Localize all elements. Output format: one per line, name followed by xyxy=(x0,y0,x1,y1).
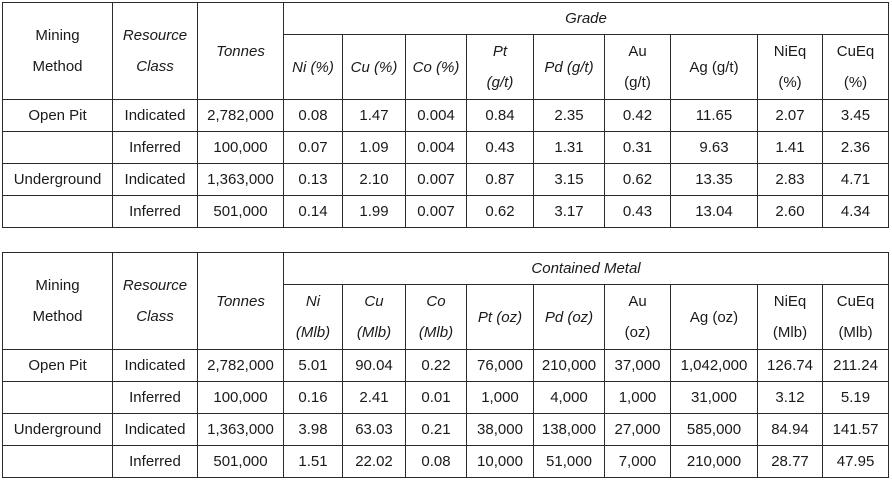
header-tonnes: Tonnes xyxy=(198,3,284,100)
cell-au: 1,000 xyxy=(605,382,671,414)
cell-pd: 1.31 xyxy=(534,132,605,164)
table-row xyxy=(3,196,889,228)
table-row xyxy=(3,100,889,132)
cell-au: 0.62 xyxy=(605,164,671,196)
cell-method xyxy=(3,382,113,414)
cell-tonnes: 1,363,000 xyxy=(198,414,284,446)
header-nieq: NiEq (%) xyxy=(758,35,823,100)
cell-co: 0.08 xyxy=(406,446,467,478)
header-cueq: CuEq (Mlb) xyxy=(823,285,889,350)
cell-ag: 9.63 xyxy=(671,132,758,164)
cell-cu: 2.10 xyxy=(343,164,406,196)
cell-co: 0.22 xyxy=(406,350,467,382)
cell-co: 0.21 xyxy=(406,414,467,446)
cell-class: Indicated xyxy=(113,414,198,446)
cell-au: 37,000 xyxy=(605,350,671,382)
cell-pt: 1,000 xyxy=(467,382,534,414)
cell-ni: 0.14 xyxy=(284,196,343,228)
header-cueq: CuEq (%) xyxy=(823,35,889,100)
header-au: Au (oz) xyxy=(605,285,671,350)
cell-co: 0.004 xyxy=(406,100,467,132)
cell-ni: 0.16 xyxy=(284,382,343,414)
cell-cu: 1.09 xyxy=(343,132,406,164)
cell-cueq: 5.19 xyxy=(823,382,889,414)
cell-pd: 4,000 xyxy=(534,382,605,414)
cell-pt: 76,000 xyxy=(467,350,534,382)
header-ni: Ni (Mlb) xyxy=(284,285,343,350)
cell-ni: 3.98 xyxy=(284,414,343,446)
cell-class: Inferred xyxy=(113,196,198,228)
cell-class: Inferred xyxy=(113,132,198,164)
cell-method: Open Pit xyxy=(3,350,113,382)
cell-pd: 51,000 xyxy=(534,446,605,478)
header-ag: Ag (g/t) xyxy=(671,35,758,100)
table-row xyxy=(3,382,889,414)
cell-tonnes: 1,363,000 xyxy=(198,164,284,196)
cell-cu: 2.41 xyxy=(343,382,406,414)
cell-nieq: 1.41 xyxy=(758,132,823,164)
cell-ni: 1.51 xyxy=(284,446,343,478)
contained-metal-table xyxy=(2,252,889,478)
cell-pt: 0.87 xyxy=(467,164,534,196)
cell-nieq: 2.60 xyxy=(758,196,823,228)
cell-cu: 1.47 xyxy=(343,100,406,132)
cell-tonnes: 501,000 xyxy=(198,196,284,228)
cell-cu: 22.02 xyxy=(343,446,406,478)
cell-ni: 0.08 xyxy=(284,100,343,132)
cell-nieq: 126.74 xyxy=(758,350,823,382)
cell-pd: 2.35 xyxy=(534,100,605,132)
header-grade-group: Grade xyxy=(284,3,889,35)
cell-pt: 0.84 xyxy=(467,100,534,132)
header-ag: Ag (oz) xyxy=(671,285,758,350)
table-row xyxy=(3,350,889,382)
cell-cueq: 211.24 xyxy=(823,350,889,382)
cell-co: 0.004 xyxy=(406,132,467,164)
header-pd: Pd (oz) xyxy=(534,285,605,350)
cell-co: 0.01 xyxy=(406,382,467,414)
cell-ag: 13.04 xyxy=(671,196,758,228)
cell-au: 27,000 xyxy=(605,414,671,446)
cell-pt: 0.43 xyxy=(467,132,534,164)
cell-method xyxy=(3,446,113,478)
cell-nieq: 28.77 xyxy=(758,446,823,478)
header-tonnes: Tonnes xyxy=(198,253,284,350)
cell-nieq: 84.94 xyxy=(758,414,823,446)
cell-cueq: 2.36 xyxy=(823,132,889,164)
cell-au: 0.31 xyxy=(605,132,671,164)
header-nieq: NiEq (Mlb) xyxy=(758,285,823,350)
header-co: Co (%) xyxy=(406,35,467,100)
cell-ni: 5.01 xyxy=(284,350,343,382)
cell-pd: 3.17 xyxy=(534,196,605,228)
cell-ni: 0.13 xyxy=(284,164,343,196)
cell-tonnes: 501,000 xyxy=(198,446,284,478)
header-cu: Cu (%) xyxy=(343,35,406,100)
cell-nieq: 2.83 xyxy=(758,164,823,196)
cell-ag: 585,000 xyxy=(671,414,758,446)
cell-ag: 11.65 xyxy=(671,100,758,132)
cell-cueq: 141.57 xyxy=(823,414,889,446)
cell-pd: 138,000 xyxy=(534,414,605,446)
cell-class: Inferred xyxy=(113,382,198,414)
grade-table xyxy=(2,2,889,228)
cell-ag: 210,000 xyxy=(671,446,758,478)
cell-nieq: 3.12 xyxy=(758,382,823,414)
header-resource-class: Resource Class xyxy=(113,253,198,350)
cell-pt: 10,000 xyxy=(467,446,534,478)
header-au: Au (g/t) xyxy=(605,35,671,100)
header-pt: Pt (g/t) xyxy=(467,35,534,100)
cell-cu: 90.04 xyxy=(343,350,406,382)
cell-co: 0.007 xyxy=(406,196,467,228)
table-row xyxy=(3,414,889,446)
header-pd: Pd (g/t) xyxy=(534,35,605,100)
cell-ni: 0.07 xyxy=(284,132,343,164)
cell-cueq: 4.34 xyxy=(823,196,889,228)
cell-ag: 13.35 xyxy=(671,164,758,196)
cell-method: Underground xyxy=(3,414,113,446)
cell-class: Indicated xyxy=(113,100,198,132)
header-contained-metal-group: Contained Metal xyxy=(284,253,889,285)
cell-method xyxy=(3,196,113,228)
cell-pd: 210,000 xyxy=(534,350,605,382)
cell-class: Indicated xyxy=(113,350,198,382)
cell-au: 0.42 xyxy=(605,100,671,132)
table-row xyxy=(3,164,889,196)
cell-cueq: 3.45 xyxy=(823,100,889,132)
header-mining-method: Mining Method xyxy=(3,3,113,100)
cell-tonnes: 2,782,000 xyxy=(198,100,284,132)
header-ni: Ni (%) xyxy=(284,35,343,100)
cell-cueq: 4.71 xyxy=(823,164,889,196)
header-pt: Pt (oz) xyxy=(467,285,534,350)
cell-au: 7,000 xyxy=(605,446,671,478)
cell-nieq: 2.07 xyxy=(758,100,823,132)
cell-tonnes: 2,782,000 xyxy=(198,350,284,382)
cell-pd: 3.15 xyxy=(534,164,605,196)
cell-cu: 1.99 xyxy=(343,196,406,228)
cell-au: 0.43 xyxy=(605,196,671,228)
header-cu: Cu (Mlb) xyxy=(343,285,406,350)
cell-pt: 38,000 xyxy=(467,414,534,446)
cell-tonnes: 100,000 xyxy=(198,382,284,414)
cell-method: Open Pit xyxy=(3,100,113,132)
table-row xyxy=(3,446,889,478)
table-row xyxy=(3,132,889,164)
header-mining-method: Mining Method xyxy=(3,253,113,350)
cell-method: Underground xyxy=(3,164,113,196)
cell-cu: 63.03 xyxy=(343,414,406,446)
cell-co: 0.007 xyxy=(406,164,467,196)
header-co: Co (Mlb) xyxy=(406,285,467,350)
cell-method xyxy=(3,132,113,164)
cell-pt: 0.62 xyxy=(467,196,534,228)
cell-ag: 1,042,000 xyxy=(671,350,758,382)
cell-cueq: 47.95 xyxy=(823,446,889,478)
cell-tonnes: 100,000 xyxy=(198,132,284,164)
cell-class: Indicated xyxy=(113,164,198,196)
cell-class: Inferred xyxy=(113,446,198,478)
header-resource-class: Resource Class xyxy=(113,3,198,100)
cell-ag: 31,000 xyxy=(671,382,758,414)
